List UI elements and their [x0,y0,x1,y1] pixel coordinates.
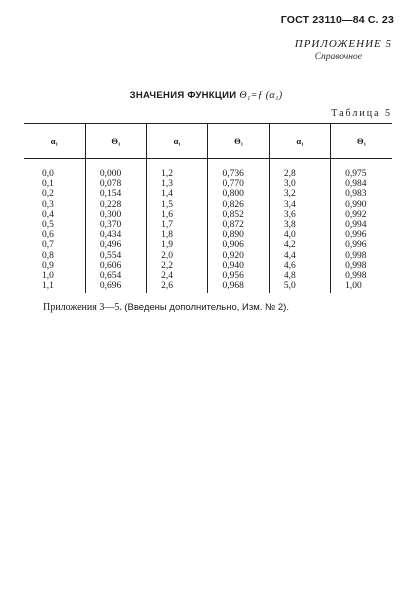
table-cell: 0,736 [208,159,269,180]
table-cell: 0,4 [42,209,54,220]
table-cell: 4,8 [269,271,330,281]
table-cell: 0,940 [208,261,269,271]
table-cell: 0,1 [42,179,54,190]
table-row [24,251,392,261]
table-cell: 0,000 [85,159,146,180]
table-cell: 0,994 [331,220,392,230]
header-alpha-1: α₁ [24,124,85,159]
table-cell: 5,0 [269,281,330,293]
function-values-table [24,123,392,293]
table-body [24,159,392,294]
table-row [24,261,392,271]
table-cell: 4,4 [269,251,330,261]
table-cell: 0,0 [42,169,54,179]
table-number-label: Таблица 5 [331,108,392,119]
document-reference: ГОСТ 23110—84 С. 23 [280,14,394,26]
table-cell: 4,6 [269,261,330,271]
table-cell: 2,8 [269,159,330,180]
table-row [24,281,392,293]
table-cell: 2,2 [147,261,208,271]
table-cell: 0,554 [85,251,146,261]
table-cell: 4,0 [269,230,330,240]
table-cell: 2,4 [147,271,208,281]
table-cell: 0,992 [331,210,392,220]
table-cell: 4,2 [269,240,330,250]
table-cell: 0,5 [42,220,54,231]
table-cell: 0,998 [331,251,392,261]
table-row [24,189,392,199]
header-alpha-2: α₁ [147,124,208,159]
table-cell: 0,975 [331,159,392,180]
table-cell: 0,800 [208,189,269,199]
table-cell: 2,0 [147,251,208,261]
table-row [24,179,392,189]
table-cell: 1,9 [147,240,208,250]
title-text: ЗНАЧЕНИЯ ФУНКЦИИ [129,90,237,101]
table-cell: 0,154 [85,189,146,199]
table-cell: 0,9 [42,260,54,271]
title-formula: Θ₁=ƒ (α₁) [239,90,283,101]
header-theta-3: Θ₁ [331,124,392,159]
table-cell: 0,3 [42,199,54,210]
table-cell: 0,228 [85,200,146,210]
table-row [24,200,392,210]
table-cell: 0,968 [208,281,269,293]
table-row [24,159,392,180]
table-cell: 0,956 [208,271,269,281]
appendix-type: Справочное [314,52,362,62]
table-cell: 3,8 [269,220,330,230]
table-cell: 0,434 [85,230,146,240]
table-cell: 0,872 [208,220,269,230]
amendment-note [43,302,289,313]
table-cell: 0,606 [85,261,146,271]
appendix-label: ПРИЛОЖЕНИЕ 5 [294,38,392,50]
table-cell: 0,996 [331,240,392,250]
table-cell: 0,8 [42,250,54,261]
table-header-row [24,124,392,159]
table-cell: 0,890 [208,230,269,240]
table-cell: 0,920 [208,251,269,261]
table-cell: 1,1 [42,281,54,292]
table-cell: 0,078 [85,179,146,189]
table-cell: 0,496 [85,240,146,250]
table-cell: 0,990 [331,200,392,210]
note-prefix: Приложения 3—5. [43,302,122,313]
table-cell: 0,770 [208,179,269,189]
table-cell: 0,996 [331,230,392,240]
table-row [24,230,392,240]
table-cell: 0,6 [42,230,54,241]
table-cell: 0,654 [85,271,146,281]
table-cell: 1,8 [147,230,208,240]
table-cell: 3,0 [269,179,330,189]
table-cell: 0,826 [208,200,269,210]
table-cell: 0,300 [85,210,146,220]
table-cell: 1,4 [147,189,208,199]
table-cell: 0,852 [208,210,269,220]
table-title [0,90,412,101]
header-theta-1: Θ₁ [85,124,146,159]
header-alpha-3: α₁ [269,124,330,159]
table-cell: 0,370 [85,220,146,230]
table-cell: 3,4 [269,200,330,210]
table-cell: 3,2 [269,189,330,199]
table-cell: 3,6 [269,210,330,220]
table-cell: 0,998 [331,261,392,271]
table-row [24,240,392,250]
table-cell: 0,696 [85,281,146,293]
table-cell: 0,906 [208,240,269,250]
note-amendment: (Введены дополнительно, Изм. № 2). [124,302,289,313]
table-row [24,271,392,281]
table-cell: 1,2 [147,159,208,180]
table-cell: 1,7 [147,220,208,230]
header-theta-2: Θ₁ [208,124,269,159]
table-cell: 0,984 [331,179,392,189]
table-cell: 0,983 [331,189,392,199]
table-cell: 1,3 [147,179,208,189]
table-cell: 1,0 [42,271,54,282]
table-cell: 0,998 [331,271,392,281]
table-cell: 1,6 [147,210,208,220]
table-row [24,210,392,220]
table-cell: 0,2 [42,189,54,200]
table-row [24,220,392,230]
table-cell: 1,5 [147,200,208,210]
table-cell: 1,00 [331,281,392,293]
table-cell: 2,6 [147,281,208,293]
table-cell: 0,7 [42,240,54,251]
